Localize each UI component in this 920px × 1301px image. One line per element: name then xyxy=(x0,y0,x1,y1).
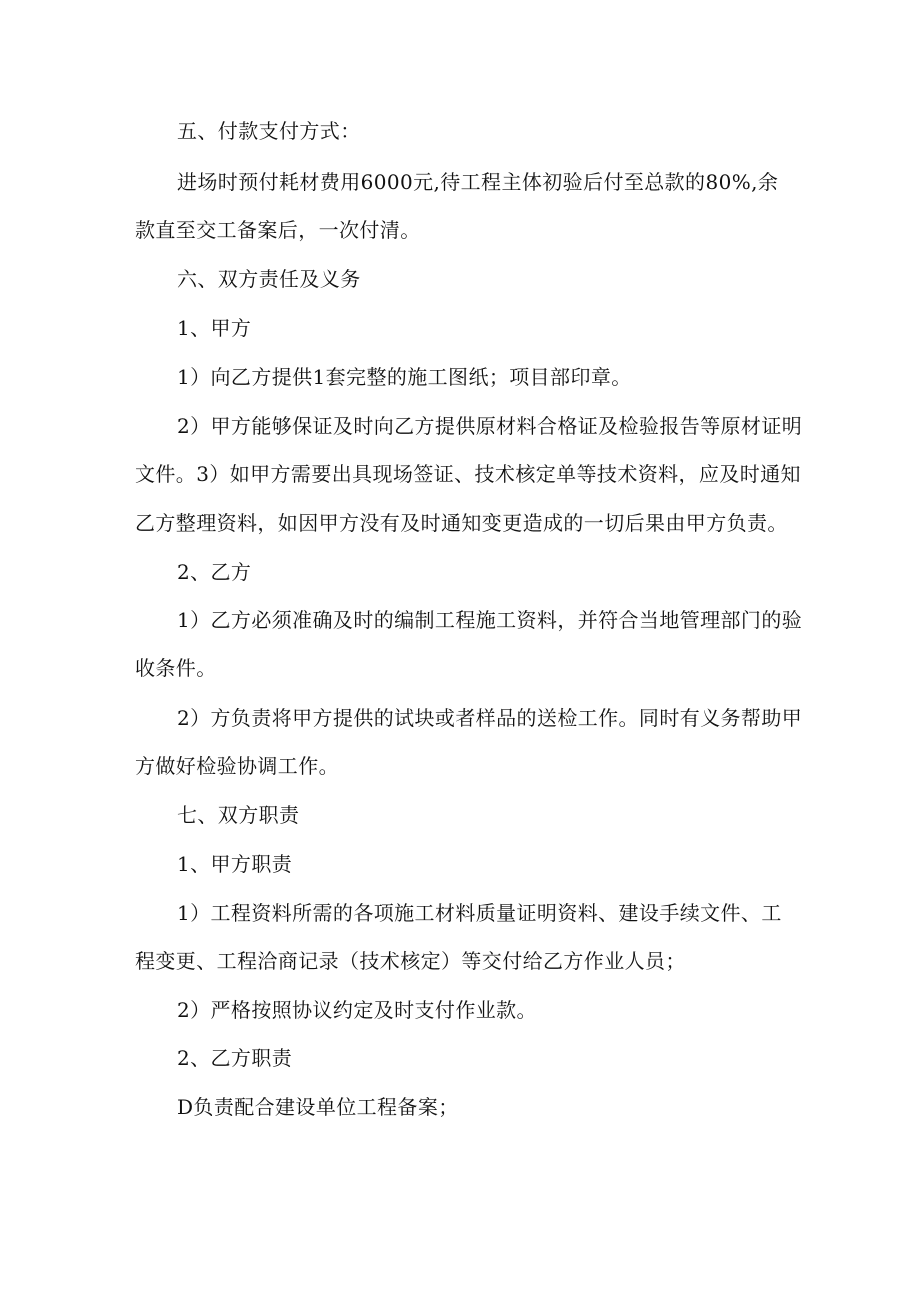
subheading-party-b: 2、乙方 xyxy=(177,560,252,584)
subheading-party-a-duties: 1、甲方职责 xyxy=(177,852,293,876)
section-heading-payment: 五、付款支付方式： xyxy=(177,119,361,143)
list-item: D负责配合建设单位工程备案； xyxy=(177,1095,459,1119)
paragraph-line: 方做好检验协调工作。 xyxy=(135,754,339,778)
paragraph-line: 收条件。 xyxy=(135,656,217,680)
paragraph-line: 款直至交工备案后，一次付清。 xyxy=(135,218,421,242)
section-heading-duties: 七、双方职责 xyxy=(177,803,300,827)
list-item: 2）严格按照协议约定及时支付作业款。 xyxy=(177,998,537,1022)
list-item: 1）向乙方提供1套完整的施工图纸；项目部印章。 xyxy=(177,365,632,389)
list-item: 2）甲方能够保证及时向乙方提供原材料合格证及检验报告等原材证明 xyxy=(177,414,803,438)
paragraph-line: 文件。3）如甲方需要出具现场签证、技术核定单等技术资料，应及时通知 xyxy=(135,462,801,486)
list-item: 1）工程资料所需的各项施工材料质量证明资料、建设手续文件、工 xyxy=(177,901,782,925)
subheading-party-a: 1、甲方 xyxy=(177,316,252,340)
section-heading-responsibilities: 六、双方责任及义务 xyxy=(177,267,361,291)
subheading-party-b-duties: 2、乙方职责 xyxy=(177,1046,293,1070)
paragraph-line: 进场时预付耗材费用6000元,待工程主体初验后付至总款的80%,余 xyxy=(177,170,779,194)
list-item: 1）乙方必须准确及时的编制工程施工资料，并符合当地管理部门的验 xyxy=(177,608,803,632)
paragraph-line: 乙方整理资料，如因甲方没有及时通知变更造成的一切后果由甲方负责。 xyxy=(135,511,788,535)
list-item: 2）方负责将甲方提供的试块或者样品的送检工作。同时有义务帮助甲 xyxy=(177,706,803,730)
paragraph-line: 程变更、工程洽商记录（技术核定）等交付给乙方作业人员； xyxy=(135,949,686,973)
